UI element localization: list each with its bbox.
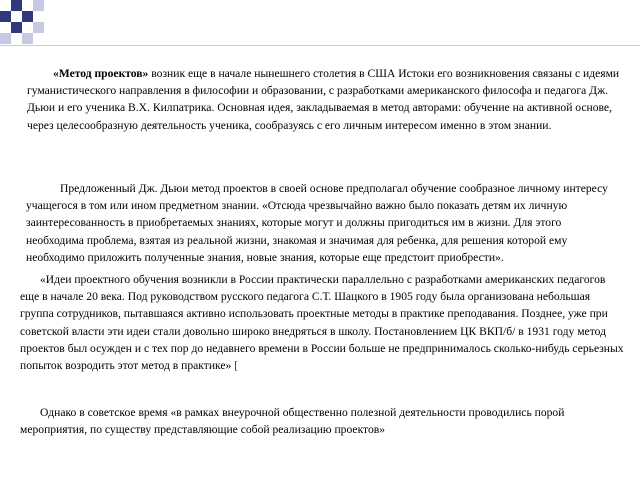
paragraph-method-origin xyxy=(27,65,627,134)
paragraph-russia-history xyxy=(20,271,624,374)
header-divider xyxy=(0,45,640,46)
paragraph-lead-term: «Метод проектов» xyxy=(53,67,149,80)
checker-square-dark xyxy=(0,11,11,22)
checker-square-light xyxy=(0,33,11,44)
reference-link[interactable]: [ xyxy=(234,359,239,373)
checker-square-light xyxy=(22,33,33,44)
checker-square-light xyxy=(33,22,44,33)
decorative-checker-pattern xyxy=(0,0,640,44)
paragraph-text: «Идеи проектного обучения возникли в России практически параллельно с разработками американских педагогов еще в начале 20 века. Под руководством русского педагога С.Т. Шацкого в 1905 году была организована небольшая группа сотрудников, пытавшаяся активно использовать проектные методы в практике преподавания. Позднее, уже при советской власти эти идеи стали довольно широко внедряться в школу. Постановлением ЦК ВКП/б/ в 1931 году метод проектов был осужден и с тех пор до недавнего времени в России больше не предпринималось сколько-нибудь серьезных попыток возродить этот метод в практике» xyxy=(20,273,624,373)
checker-square-light xyxy=(33,0,44,11)
checker-square-dark xyxy=(11,0,22,11)
paragraph-text: возник еще в начале нынешнего столетия в США Истоки его возникновения связаны с идеями гуманистического направления в философии и образовании, с разработками американского философа и педагога Дж. Дьюи и его ученика В.Х. Килпатрика. Основная идея, закладываемая в метод авторами: обучение на активной основе, через целесообразную деятельность ученика, сообразуясь с его личным интересом именно в этом знании. xyxy=(27,67,620,132)
paragraph-dewey-method: Предложенный Дж. Дьюи метод проектов в своей основе предполагал обучение сообразное личному интересу учащегося в том или ином предметном знании. «Отсюда чрезвычайно важно было показать детям их личную заинтересованность в приобретаемых знаниях, которые могут и должны пригодиться им в жизни. Для этого необходима проблема, взятая из реальной жизни, знакомая и значимая для ребенка, для решения которой ему необходимо приложить полученные знания, новые знания, которые еще предстоит приобрести». xyxy=(26,182,608,264)
checker-square-dark xyxy=(22,11,33,22)
checker-square-dark xyxy=(11,22,22,33)
paragraph-soviet-era: Однако в советское время «в рамках внеурочной общественно полезной деятельности проводились порой мероприятия, по существу представляющие собой реализацию проектов» xyxy=(20,406,565,437)
